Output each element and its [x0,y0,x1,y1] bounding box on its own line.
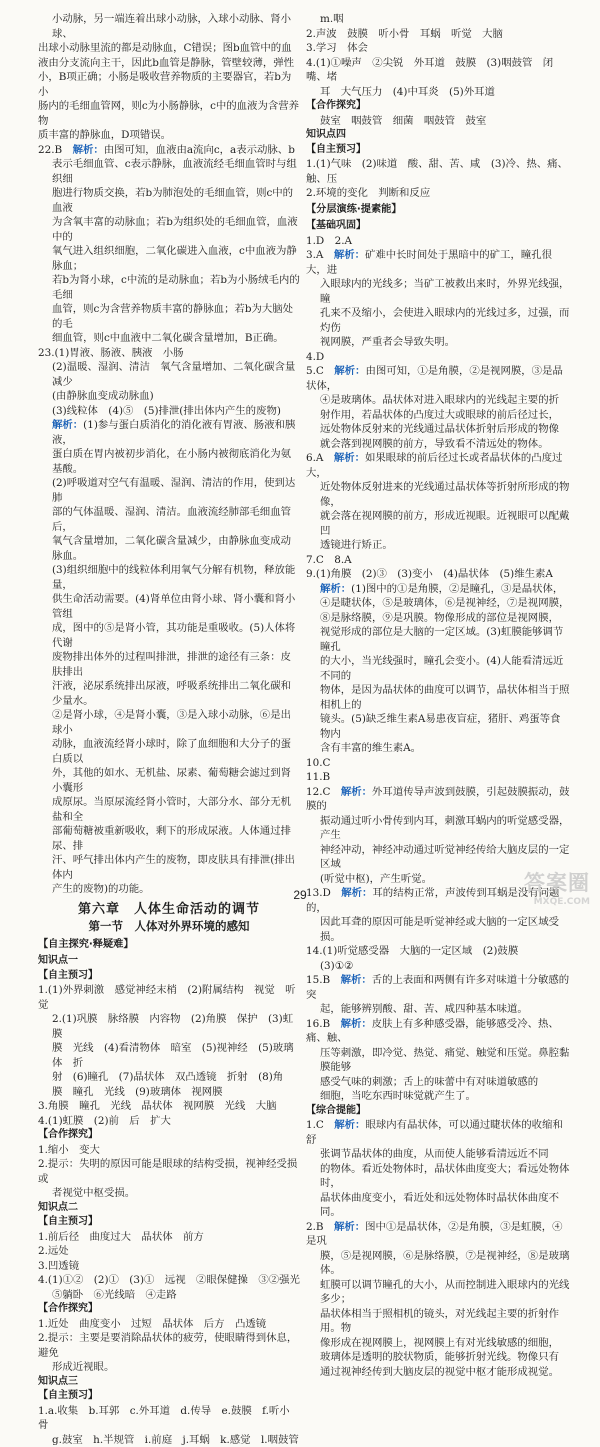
answer-line: 射作用，若晶状体的凸度过大或眼球的前后径过长， [306,408,570,423]
answer-line: 小，B项正确；小肠是吸收营养物质的主要器官，若b为小 [38,70,300,99]
answer-line: 为含氧丰富的动脉血；若b为组织处的毛细血管，血液中的 [38,215,300,244]
analysis-label: 解析： [334,249,365,261]
analysis-label: 解析： [341,786,372,798]
answer-line: 动脉，血液流经肾小球时，除了血细胞和大分子的蛋白质以 [38,737,300,766]
answer-line: 14.(1)听觉感受器 大脑的一定区域 (2)鼓膜 [306,944,570,959]
answer-line: 成原尿。当原尿流经肾小管时，大部分水、部分无机盐和全 [38,795,300,824]
answer-line: g.鼓室 h.半规管 i.前庭 j.耳蜗 k.感觉 l.咽鼓管 [38,1433,300,1447]
analysis-label: 解析： [73,144,104,156]
answer-line: 解析：(1)参与蛋白质消化的消化液有胃液、肠液和胰液， [38,418,300,447]
section-label: 【自主预习】 [38,1215,300,1230]
section-label: 知识点一 [38,954,300,969]
answer-line: ④是睫状体，⑤是玻璃体，⑥是视神经，⑦是视网膜， [306,596,570,611]
answer-line: 细胞，当吃东西时味觉就产生了。 [306,1089,570,1104]
answer-line: 小动脉，另一端连着出球小动脉，入球小动脉、肾小球、 [38,12,300,41]
answer-line: 11.B [306,770,570,785]
answer-line: 含有丰富的维生素A。 [306,741,570,756]
answer-line: 液由分支流向主干，因此b血管是静脉，管壁较薄，弹性 [38,56,300,71]
left-column [38,12,300,1447]
answer-line: 供生命活动需要。(4)肾单位由肾小球、肾小囊和肾小管组 [38,592,300,621]
answer-line: 6.A 解析：如果眼球的前后径过长或者晶状体的凸度过大， [306,451,570,480]
answer-line: 1.C 解析：眼球内有晶状体，可以通过睫状体的收缩和舒 [306,1118,570,1147]
section-label: 【合作探究】 [38,1302,300,1317]
answer-line: 13.D 解析：耳的结构正常，声波传到耳蜗是没有问题的， [306,886,570,915]
watermark-logo [524,867,590,907]
answer-line: 形成近视眼。 [38,1360,300,1375]
answer-line: 4.(1)虹膜 (2)前 后 扩大 [38,1114,300,1129]
answer-line: 像形成在视网膜上，视网膜上有对光线敏感的细胞， [306,1336,570,1351]
answer-line: 2.提示：失明的原因可能是眼球的结构受损，视神经受损或 [38,1157,300,1186]
answer-line: 部的气体温暖、湿润、清洁。血液流经肺部毛细血管后， [38,505,300,534]
section-label: 【分层演练·提素能】 [306,203,570,218]
answer-line: 镜头。(5)缺乏维生素A易患夜盲症，猪肝、鸡蛋等食物内 [306,712,570,741]
answer-line: 起，能够辨别酸、甜、苦、咸四种基本味道。 [306,1002,570,1017]
right-column [306,12,570,1379]
section-label: 【合作探究】 [38,1128,300,1143]
analysis-label: 解析： [320,583,351,595]
analysis-label: 解析： [334,1221,365,1233]
answer-line: 胞进行物质交换，若b为肺泡处的毛细血管，则c中的血液 [38,186,300,215]
answer-line: 视觉形成的部位是大脑的一定区域。(3)虹膜能够调节瞳孔 [306,625,570,654]
section-title: 第一节 人体对外界环境的感知 [38,919,300,934]
answer-line: 1.(1)外界刺激 感觉神经末梢 (2)附属结构 视觉 听觉 [38,983,300,1012]
page-number: 29 [0,888,600,902]
answer-line: 耳 大气压力 (4)中耳炎 (5)外耳道 [306,85,570,100]
section-label: 【自主预习】 [38,1389,300,1404]
answer-line: 神经冲动，神经冲动通过听觉神经传给大脑皮层的一定区域 [306,843,570,872]
answer-line: 感受气味的刺激；舌上的味蕾中有对味道敏感的 [306,1075,570,1090]
answer-line: 2.提示：主要是要消除晶状体的疲劳，使眼睛得到休息，避免 [38,1331,300,1360]
answer-line: 鼓室 咽鼓管 细菌 咽鼓管 鼓室 [306,114,570,129]
answer-line: 1.近处 曲度变小 过短 晶状体 后方 凸透镜 [38,1317,300,1332]
watermark-text: 答案圈 [524,871,590,895]
answer-line: 远处物体反射来的光线通过晶状体折射后形成的物像 [306,422,570,437]
answer-line: 孔来不及缩小，会使进入眼球内的光线过多，过强，而灼伤 [306,306,570,335]
section-label: 【综合提能】 [306,1104,570,1119]
answer-line: (3)组织细胞中的线粒体利用氧气分解有机物，释放能量， [38,563,300,592]
answer-line: 玻璃体是透明的胶状物质，能够折射光线。物像只有 [306,1350,570,1365]
answer-line: 2.B 解析：图中①是晶状体，②是角膜，③是虹膜，④是巩 [306,1220,570,1249]
answer-line: 1.a.收集 b.耳郭 c.外耳道 d.传导 e.鼓膜 f.听小骨 [38,1404,300,1433]
section-label: 【合作探究】 [306,99,570,114]
answer-line: 压等刺激，即冷觉、热觉、痛觉、触觉和压觉。鼻腔黏膜能够 [306,1046,570,1075]
answer-line: 23.(1)胃液、肠液、胰液 小肠 [38,346,300,361]
answer-line: (3)线粒体 (4)⑤ (5)排泄(排出体内产生的废物) [38,404,300,419]
answer-line: 视网膜，严重者会导致失明。 [306,335,570,350]
answer-line: 9.(1)角膜 (2)③ (3)变小 (4)晶状体 (5)维生素A [306,567,570,582]
answer-line: 因此耳聋的原因可能是听觉神经或大脑的一定区域受损。 [306,915,570,944]
section-label: 知识点四 [306,128,570,143]
answer-line: 2.(1)巩膜 脉络膜 内容物 (2)角膜 保护 (3)虹膜 [38,1012,300,1041]
answer-line: 氧气进入组织细胞，二氧化碳进入血液，c中血液为静脉血； [38,244,300,273]
answer-line: 解析：(1)图中的①是角膜，②是瞳孔，③是晶状体， [306,582,570,597]
answer-line: 2.环境的变化 判断和反应 [306,186,570,201]
answer-line: 晶状体曲度变小，看近处和远处物体时晶状体曲度不同。 [306,1191,570,1220]
answer-line: 1.(1)气味 (2)味道 酸、甜、苦、咸 (3)冷、热、痛、触、压 [306,157,570,186]
answer-line: (听觉中枢)，产生听觉。 [306,872,570,887]
analysis-label: 解析： [52,419,83,431]
section-label: 【自主预习】 [38,969,300,984]
analysis-label: 解析： [341,1018,372,1030]
left-answers-bottom [38,954,300,1447]
answer-line: ⑧是脉络膜，⑨是巩膜。物像形成的部位是视网膜， [306,611,570,626]
answer-line: 通过视神经传到大脑皮层的视觉中枢才能形成视觉。 [306,1365,570,1380]
answer-line: 虹膜可以调节瞳孔的大小，从而控制进入眼球内的光线多少； [306,1278,570,1307]
section-label: 【自主预习】 [306,143,570,158]
section-label: 知识点三 [38,1375,300,1390]
answer-line: 肠内的毛细血管网，则c为小肠静脉，c中的血液为含营养物 [38,99,300,128]
answer-line: 汗、呼气排出体内产生的废物，即皮肤具有排泄(排出体内 [38,853,300,882]
analysis-label: 解析： [334,452,365,464]
answer-line: 的大小，当光线强时，瞳孔会变小。(4)人能看清远近不同的 [306,654,570,683]
section-label: 【基础巩固】 [306,219,570,234]
answer-line: (2)呼吸道对空气有温暖、湿润、清洁的作用，使到达肺 [38,476,300,505]
watermark-url: MXQE.COM [524,897,590,907]
answer-line: 射 (6)瞳孔 (7)晶状体 双凸透镜 折射 (8)角 [38,1070,300,1085]
analysis-label: 解析： [334,1119,365,1131]
answer-line: 表示毛细血管、c表示静脉，血液流经毛细血管时与组织细 [38,157,300,186]
answer-line: 若b为肾小球，c中流的是动脉血；若b为小肠绒毛内的毛细 [38,273,300,302]
section-label: 知识点二 [38,1201,300,1216]
answer-line: ④是玻璃体。晶状体对进入眼球内的光线起主要的折 [306,393,570,408]
analysis-label: 解析： [334,365,365,377]
answer-line: 3.角膜 瞳孔 光线 晶状体 视网膜 光线 大脑 [38,1099,300,1114]
answer-line: 出球小动脉里流的都是动脉血，C错误；图b血管中的血 [38,41,300,56]
answer-line: 膜 瞳孔 光线 (9)玻璃体 视网膜 [38,1085,300,1100]
answer-line: 1.缩小 变大 [38,1143,300,1158]
answer-line: 10.C [306,756,570,771]
answer-line: 近处物体反射进来的光线通过晶状体等折射所形成的物像， [306,480,570,509]
answer-line: 汗液，泌尿系统排出尿液，呼吸系统排出二氧化碳和少量水。 [38,679,300,708]
answer-line: 物体，是因为晶状体的曲度可以调节，晶状体相当于照相机上的 [306,683,570,712]
answer-line: (由静脉血变成动脉血) [38,389,300,404]
answer-line: 晶状体相当于照相机的镜头，对光线起主要的折射作用。物 [306,1307,570,1336]
answer-line: 3.凹透镜 [38,1259,300,1274]
answer-line: 3.A 解析：矿难中长时间处于黑暗中的矿工，瞳孔很大，进 [306,248,570,277]
answer-line: ⑤躺卧 ⑥光线暗 ④走路 [38,1288,300,1303]
answer-line: 3.学习 体会 [306,41,570,56]
answer-line: 入眼球内的光线多；当矿工被救出来时，外界光线强，瞳 [306,277,570,306]
answer-line: 者视觉中枢受损。 [38,1186,300,1201]
answer-line: 外，其他的如水、无机盐、尿素、葡萄糖会滤过到肾小囊形 [38,766,300,795]
answer-line: 膜 光线 (4)看清物体 暗室 (5)视神经 (5)玻璃体 折 [38,1041,300,1070]
answer-line: 成，图中的⑤是肾小管，其功能是重吸收。(5)人体将代谢 [38,621,300,650]
right-answers [306,12,570,1379]
answer-line: m.咽 [306,12,570,27]
answer-line: 22.B 解析：由图可知，血液由a流向c，a表示动脉、b [38,143,300,158]
answer-line: 透镜进行矫正。 [306,538,570,553]
answer-line: (3)①② [306,959,570,974]
answer-line: 1.D 2.A [306,234,570,249]
answer-line: 部葡萄糖被重新吸收，剩下的形成尿液。人体通过排尿、排 [38,824,300,853]
answer-line: 2.声波 鼓膜 听小骨 耳蜗 听觉 大脑 [306,27,570,42]
answer-line: 就会落在视网膜的前方，形成近视眼。近视眼可以配戴凹 [306,509,570,538]
answer-line: 振动通过听小骨传到内耳，刺激耳蜗内的听觉感受器，产生 [306,814,570,843]
answer-line: (2)温暖、湿润、清洁 氧气含量增加、二氧化碳含量减少 [38,360,300,389]
answer-line: 的物体。看近处物体时，晶状体曲度变大；看远处物体时， [306,1162,570,1191]
answer-line: 4.D [306,350,570,365]
answer-line: 4.(1)①噪声 ②尖锐 外耳道 鼓膜 (3)咽鼓管 闭嘴、堵 [306,56,570,85]
answer-line: 膜，⑤是视网膜，⑥是脉络膜，⑦是视神经，⑧是玻璃体。 [306,1249,570,1278]
answer-line: 细血管，则c中血液中二氧化碳含量增加，B正确。 [38,331,300,346]
answer-line: 12.C 解析：外耳道传导声波到鼓膜，引起鼓膜振动，鼓膜的 [306,785,570,814]
analysis-label: 解析： [341,974,372,986]
analysis-label: 解析： [341,887,372,899]
answer-line: 2.远处 [38,1244,300,1259]
answer-line: 15.B 解析：舌的上表面和两侧有许多对味道十分敏感的突 [306,973,570,1002]
answer-line: 就会落到视网膜的前方，导致看不清远处的物体。 [306,437,570,452]
answer-line: 质丰富的静脉血，D项错误。 [38,128,300,143]
zone-header: 【自主探究·释疑难】 [38,938,300,953]
answer-line: 16.B 解析：皮肤上有多种感受器，能够感受冷、热、痛、触、 [306,1017,570,1046]
answer-line: 蛋白质在胃内被初步消化，在小肠内被彻底消化为氨基酸。 [38,447,300,476]
answer-line: 5.C 解析：由图可知，①是角膜，②是视网膜，③是晶状体， [306,364,570,393]
answer-line: 氧气含量增加，二氧化碳含量减少，由静脉血变成动脉血。 [38,534,300,563]
answer-line: 7.C 8.A [306,553,570,568]
left-answers-top [38,12,300,897]
answer-line: 4.(1)①② (2)① (3)① 远视 ②眼保健操 ③②强光 [38,1273,300,1288]
answer-line: 1.前后径 曲度过大 晶状体 前方 [38,1230,300,1245]
answer-line: ②是肾小球，④是肾小囊，③是入球小动脉，⑥是出球小 [38,708,300,737]
chapter-title: 第六章 人体生命活动的调节 [38,903,300,918]
answer-line: 张调节晶状体的曲度，从而使人能够看清远近不同 [306,1147,570,1162]
answer-line: 血管，则c为含营养物质丰富的静脉血；若b为大脑处的毛 [38,302,300,331]
answer-line: 产生的废物)的功能。 [38,882,300,897]
answer-line: 废物排出体外的过程叫排泄，排泄的途径有三条：皮肤排出 [38,650,300,679]
